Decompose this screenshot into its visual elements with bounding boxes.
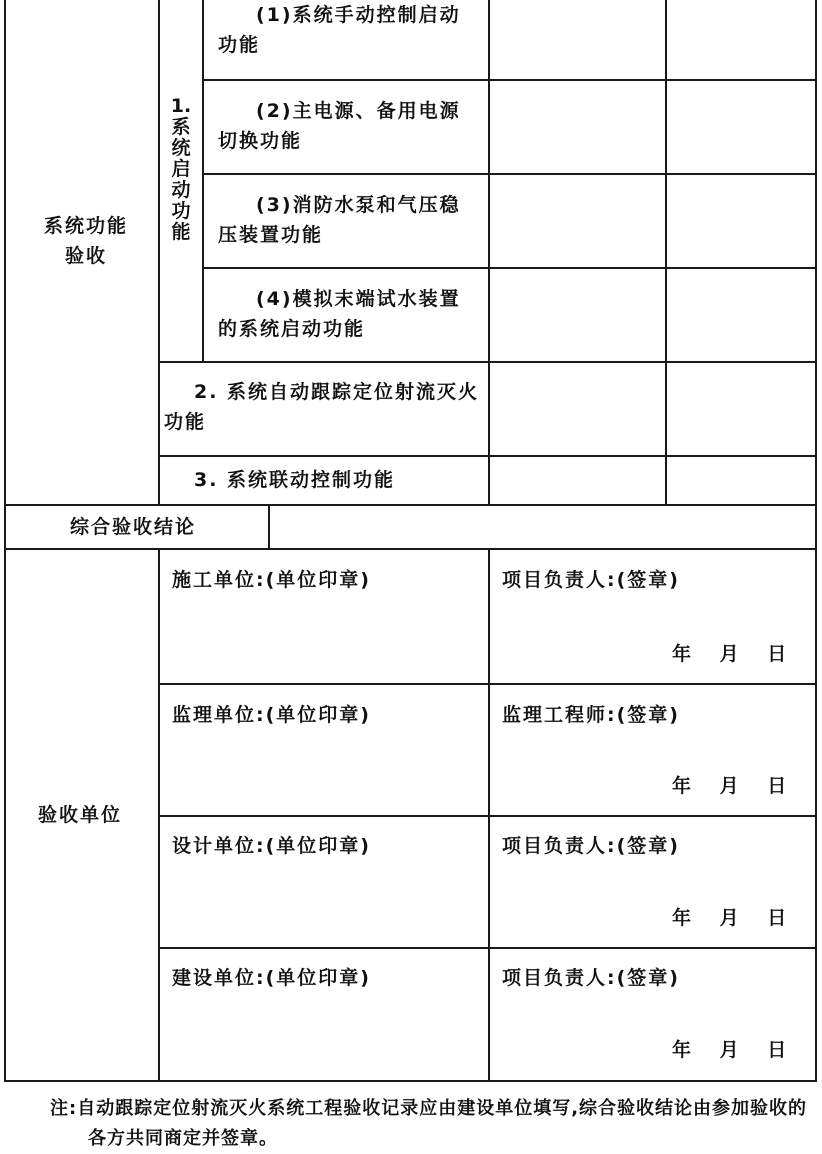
- unit-design: 设计单位:(单位印章): [172, 835, 371, 857]
- acceptance-units-title: 验收单位: [38, 804, 123, 826]
- item-auto-tracking: 2. 系统自动跟踪定位射流灭火功能: [164, 381, 480, 433]
- signer-owner: 项目负责人:(签章): [502, 967, 680, 989]
- unit-owner: 建设单位:(单位印章): [172, 967, 371, 989]
- unit-construction: 施工单位:(单位印章): [172, 569, 371, 591]
- date-design: 年 月 日: [672, 907, 787, 929]
- functional-acceptance-title: 系统功能验收: [43, 215, 128, 267]
- unit-supervision: 监理单位:(单位印章): [172, 704, 371, 726]
- signer-construction: 项目负责人:(签章): [502, 569, 680, 591]
- item-pump-function: (3)消防水泵和气压稳压装置功能: [218, 194, 461, 246]
- footnote: 注:自动跟踪定位射流灭火系统工程验收记录应由建设单位填写,综合验收结论由参加验收的各方共同商定并签章。: [50, 1098, 808, 1149]
- signer-supervision: 监理工程师:(签章): [502, 704, 680, 726]
- item-end-test-device: (4)模拟末端试水装置的系统启动功能: [218, 288, 461, 340]
- signer-design: 项目负责人:(签章): [502, 835, 680, 857]
- item-manual-start: (1)系统手动控制启动功能: [218, 4, 461, 56]
- conclusion-label: 综合验收结论: [70, 516, 197, 538]
- item-linkage-control: 3. 系统联动控制功能: [194, 469, 396, 491]
- date-supervision: 年 月 日: [672, 775, 787, 797]
- date-owner: 年 月 日: [672, 1039, 787, 1061]
- item-power-switch: (2)主电源、备用电源切换功能: [218, 100, 461, 152]
- group1-label: 1. 系统启动功能: [170, 95, 192, 243]
- date-construction: 年 月 日: [672, 643, 787, 665]
